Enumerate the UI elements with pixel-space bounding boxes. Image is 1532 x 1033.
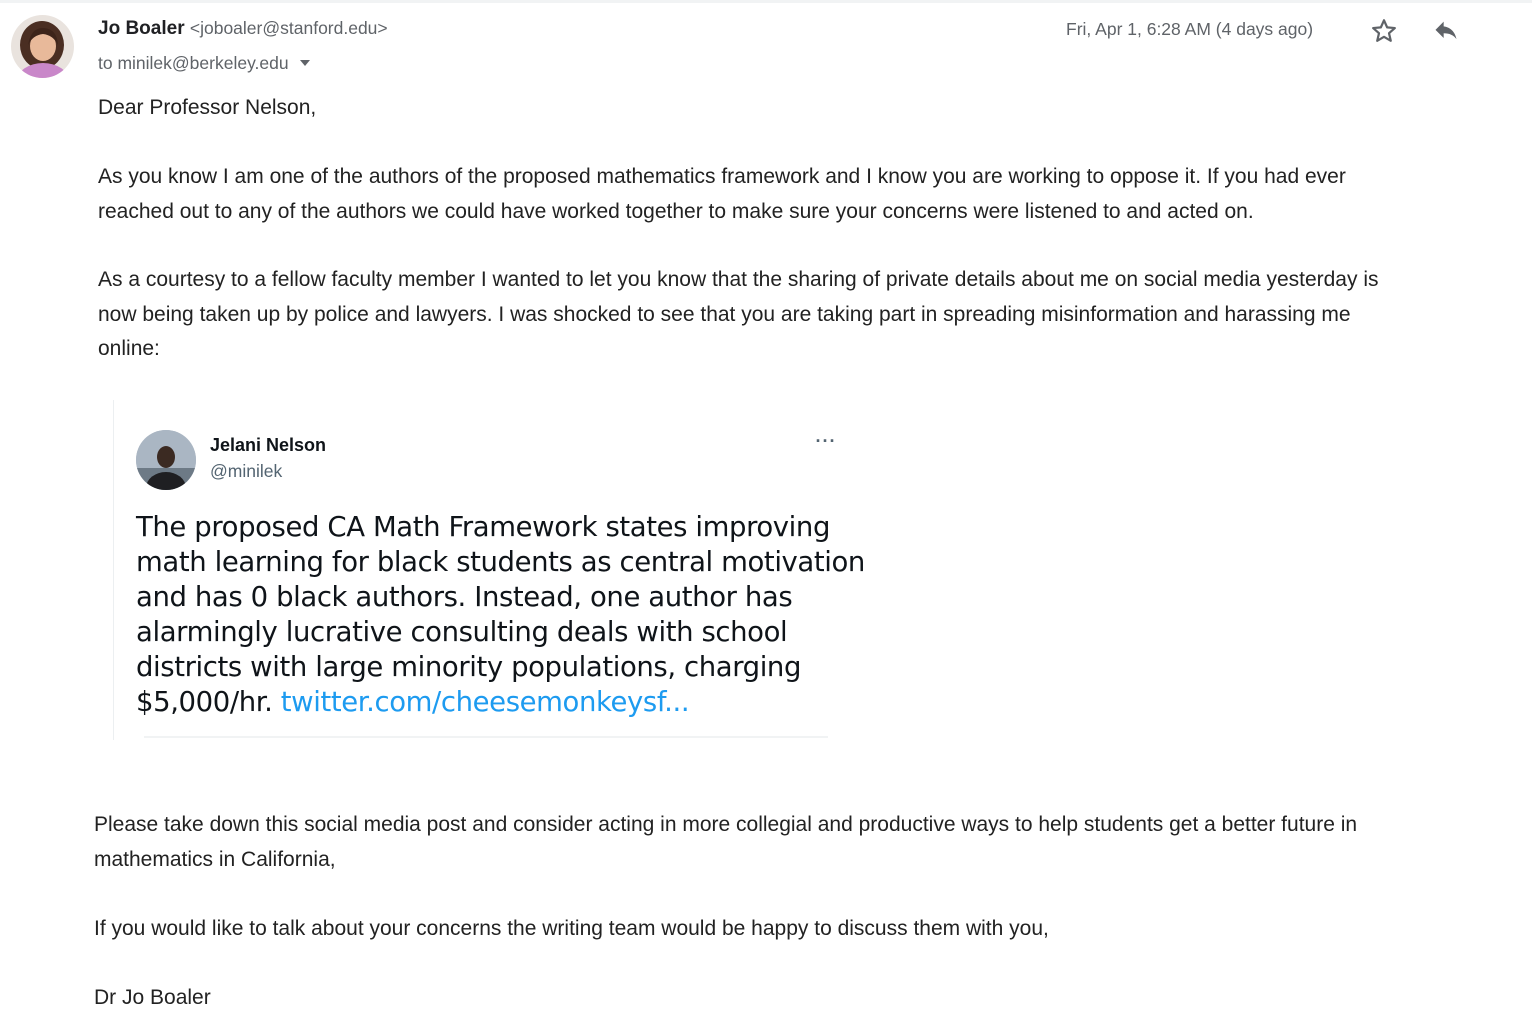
recipients-text: to minilek@berkeley.edu <box>98 52 289 73</box>
tweet-line: alarmingly lucrative consulting deals with school <box>136 616 788 648</box>
star-outline-icon <box>1370 17 1398 45</box>
paragraph-line: As a courtesy to a fellow faculty member I wanted to let you know that the sharing of private details about me on social media yesterday is <box>98 268 1379 291</box>
paragraph-line: Please take down this social media post and consider acting in more collegial and productive ways to help students get a better future in <box>94 813 1358 836</box>
sender-name[interactable]: Jo Boaler <box>98 18 185 39</box>
tweet-link: twitter.com/cheesemonkeysf... <box>280 686 690 718</box>
email-paragraph-1 <box>98 160 1346 229</box>
paragraph-line: mathematics in California, <box>94 847 336 871</box>
email-date: Fri, Apr 1, 6:28 AM (4 days ago) <box>1066 19 1314 39</box>
star-button[interactable] <box>1367 14 1401 48</box>
reply-arrow-icon <box>1432 17 1460 45</box>
email-signature: Dr Jo Boaler <box>94 986 211 1009</box>
tweet-line: districts with large minority populations, charging <box>136 651 802 683</box>
email-paragraph-3 <box>94 808 1357 877</box>
top-divider <box>0 0 1532 3</box>
tweet-author-handle: @minilek <box>210 461 283 481</box>
paragraph-line: As you know I am one of the authors of the proposed mathematics framework and I know you are working to oppose it. If you had ever <box>98 165 1346 188</box>
tweet-bottom-divider <box>144 736 828 738</box>
tweet-author-avatar <box>136 430 196 490</box>
paragraph-line: now being taken up by police and lawyers. I was shocked to see that you are taking part in spreading misinformation and harassing me <box>98 302 1351 326</box>
paragraph-line: reached out to any of the authors we could have worked together to make sure your concerns were listened to and acted on. <box>98 199 1254 223</box>
sender-line <box>98 18 388 44</box>
sender-avatar[interactable] <box>11 15 74 78</box>
more-options-icon: ··· <box>815 431 837 451</box>
embedded-tweet <box>113 400 865 740</box>
tweet-line: and has 0 black authors. Instead, one author has <box>136 581 793 613</box>
reply-button[interactable] <box>1429 14 1463 48</box>
caret-down-icon[interactable] <box>300 60 310 66</box>
tweet-last-line <box>136 685 836 720</box>
tweet-text <box>136 510 865 720</box>
tweet-line-prefix: $5,000/hr. <box>136 686 281 718</box>
email-paragraph-4: If you would like to talk about your concerns the writing team would be happy to discuss them with you, <box>94 917 1049 940</box>
tweet-line: The proposed CA Math Framework states improving <box>136 511 830 543</box>
tweet-line: math learning for black students as central motivation <box>136 546 865 578</box>
tweet-author-name: Jelani Nelson <box>210 435 327 455</box>
sender-email: <joboaler@stanford.edu> <box>189 18 388 38</box>
paragraph-line: online: <box>98 337 160 360</box>
email-paragraph-2 <box>98 263 1379 367</box>
email-greeting: Dear Professor Nelson, <box>98 96 317 119</box>
recipients-line <box>98 51 310 75</box>
